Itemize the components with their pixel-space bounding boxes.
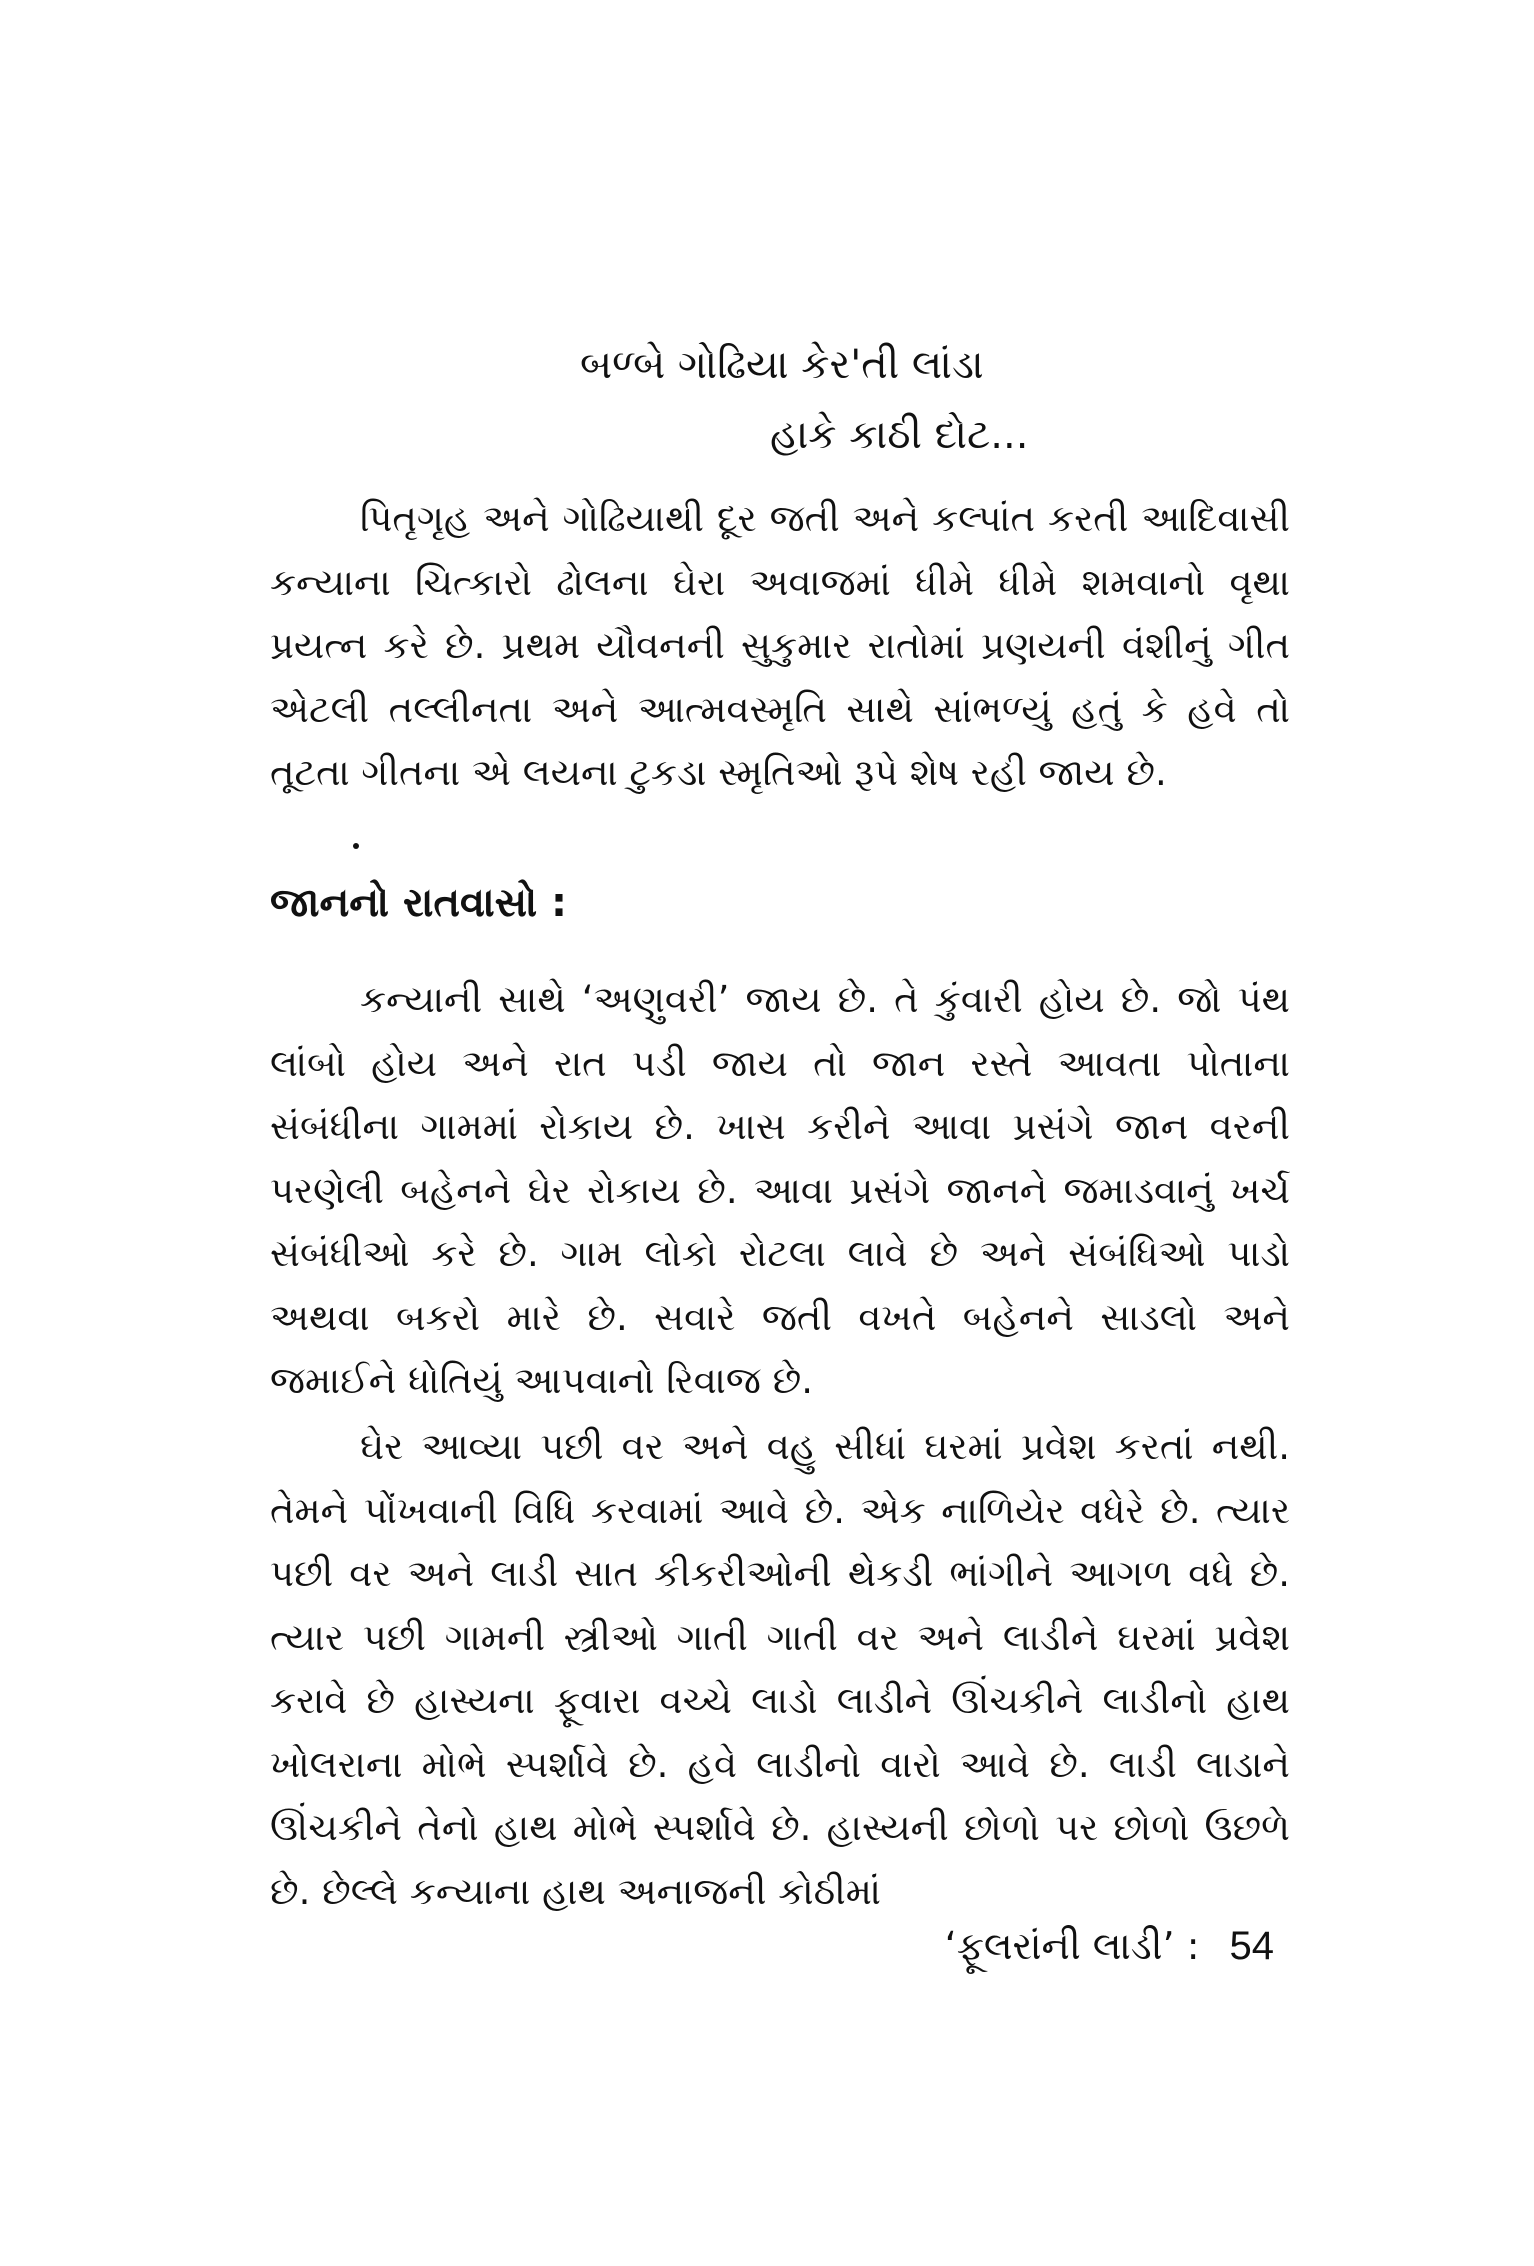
paragraph-3: ઘેર આવ્યા પછી વર અને વહુ સીધાં ઘરમાં પ્રવેશ કરતાં નથી. તેમને પોંખવાની વિધિ કરવામાં આવે છે. એક નાળિયેર વધેરે છે. ત્યાર પછી વર અને લાડી સાત કીકરીઓની થેકડી ભાંગીને આગળ વધે છે. ત્યાર પછી ગામની સ્ત્રીઓ ગાતી ગાતી વર અને લાડીને ઘરમાં પ્રવેશ કરાવે છે હાસ્યના ફૂવારા વચ્ચે લાડો લાડીને ઊંચકીને લાડીનો હાથ ખોલરાના મોભે સ્પર્શાવે છે. હવે લાડીનો વારો આવે છે. લાડી લાડાને ઊંચકીને તેનો હાથ મોભે સ્પર્શાવે છે. હાસ્યની છોળો પર છોળો ઉછળે છે. છેલ્લે કન્યાના હાથ અનાજની કોઠીમાં: [270, 1425, 1290, 1913]
footer-book-title: ‘ફૂલરાંની લાડી’ :: [944, 1924, 1200, 1968]
verse-line-1: બળ્બે ગોઢિયા કેર'તી લાંડા: [580, 342, 984, 388]
page-footer: [945, 1924, 1274, 1969]
paragraph-1: પિતૃગૃહ અને ગોઢિયાથી દૂર જતી અને કલ્પાંત કરતી આદિવાસી કન્યાના ચિત્કારો ઢોલના ઘેરા અવાજમાં ધીમે ધીમે શમવાનો વૃથા પ્રયત્ન કરે છે. પ્રથમ યૌવનની સુકુમાર રાતોમાં પ્રણયની વંશીનું ગીત એટલી તલ્લીનતા અને આત્મવસ્મૃતિ સાથે સાંભળ્યું હતું કે હવે તો તૂટતા ગીતના એ લયના ટુકડા સ્મૃતિઓ રૂપે શેષ રહી જાય છે.: [270, 497, 1290, 794]
ink-speck: [353, 843, 359, 849]
section-heading: જાનનો રાતવાસો :: [270, 880, 568, 926]
page-number: 54: [1229, 1924, 1274, 1968]
paragraph-2: કન્યાની સાથે ‘અણુવરી’ જાય છે. તે કુંવારી હોય છે. જો પંથ લાંબો હોય અને રાત પડી જાય તો જાન રસ્તે આવતા પોતાના સંબંધીના ગામમાં રોકાય છે. ખાસ કરીને આવા પ્રસંગે જાન વરની પરણેલી બહેનને ઘેર રોકાય છે. આવા પ્રસંગે જાનને જમાડવાનું ખર્ચ સંબંધીઓ કરે છે. ગામ લોકો રોટલા લાવે છે અને સંબંધિઓ પાડો અથવા બકરો મારે છે. સવારે જતી વખતે બહેનને સાડલો અને જમાઈને ધોતિયું આપવાનો રિવાજ છે.: [270, 978, 1290, 1402]
verse-line-2: હાકે કાઠી દોટ...: [770, 412, 1029, 458]
verse-couplet: [580, 330, 1280, 470]
